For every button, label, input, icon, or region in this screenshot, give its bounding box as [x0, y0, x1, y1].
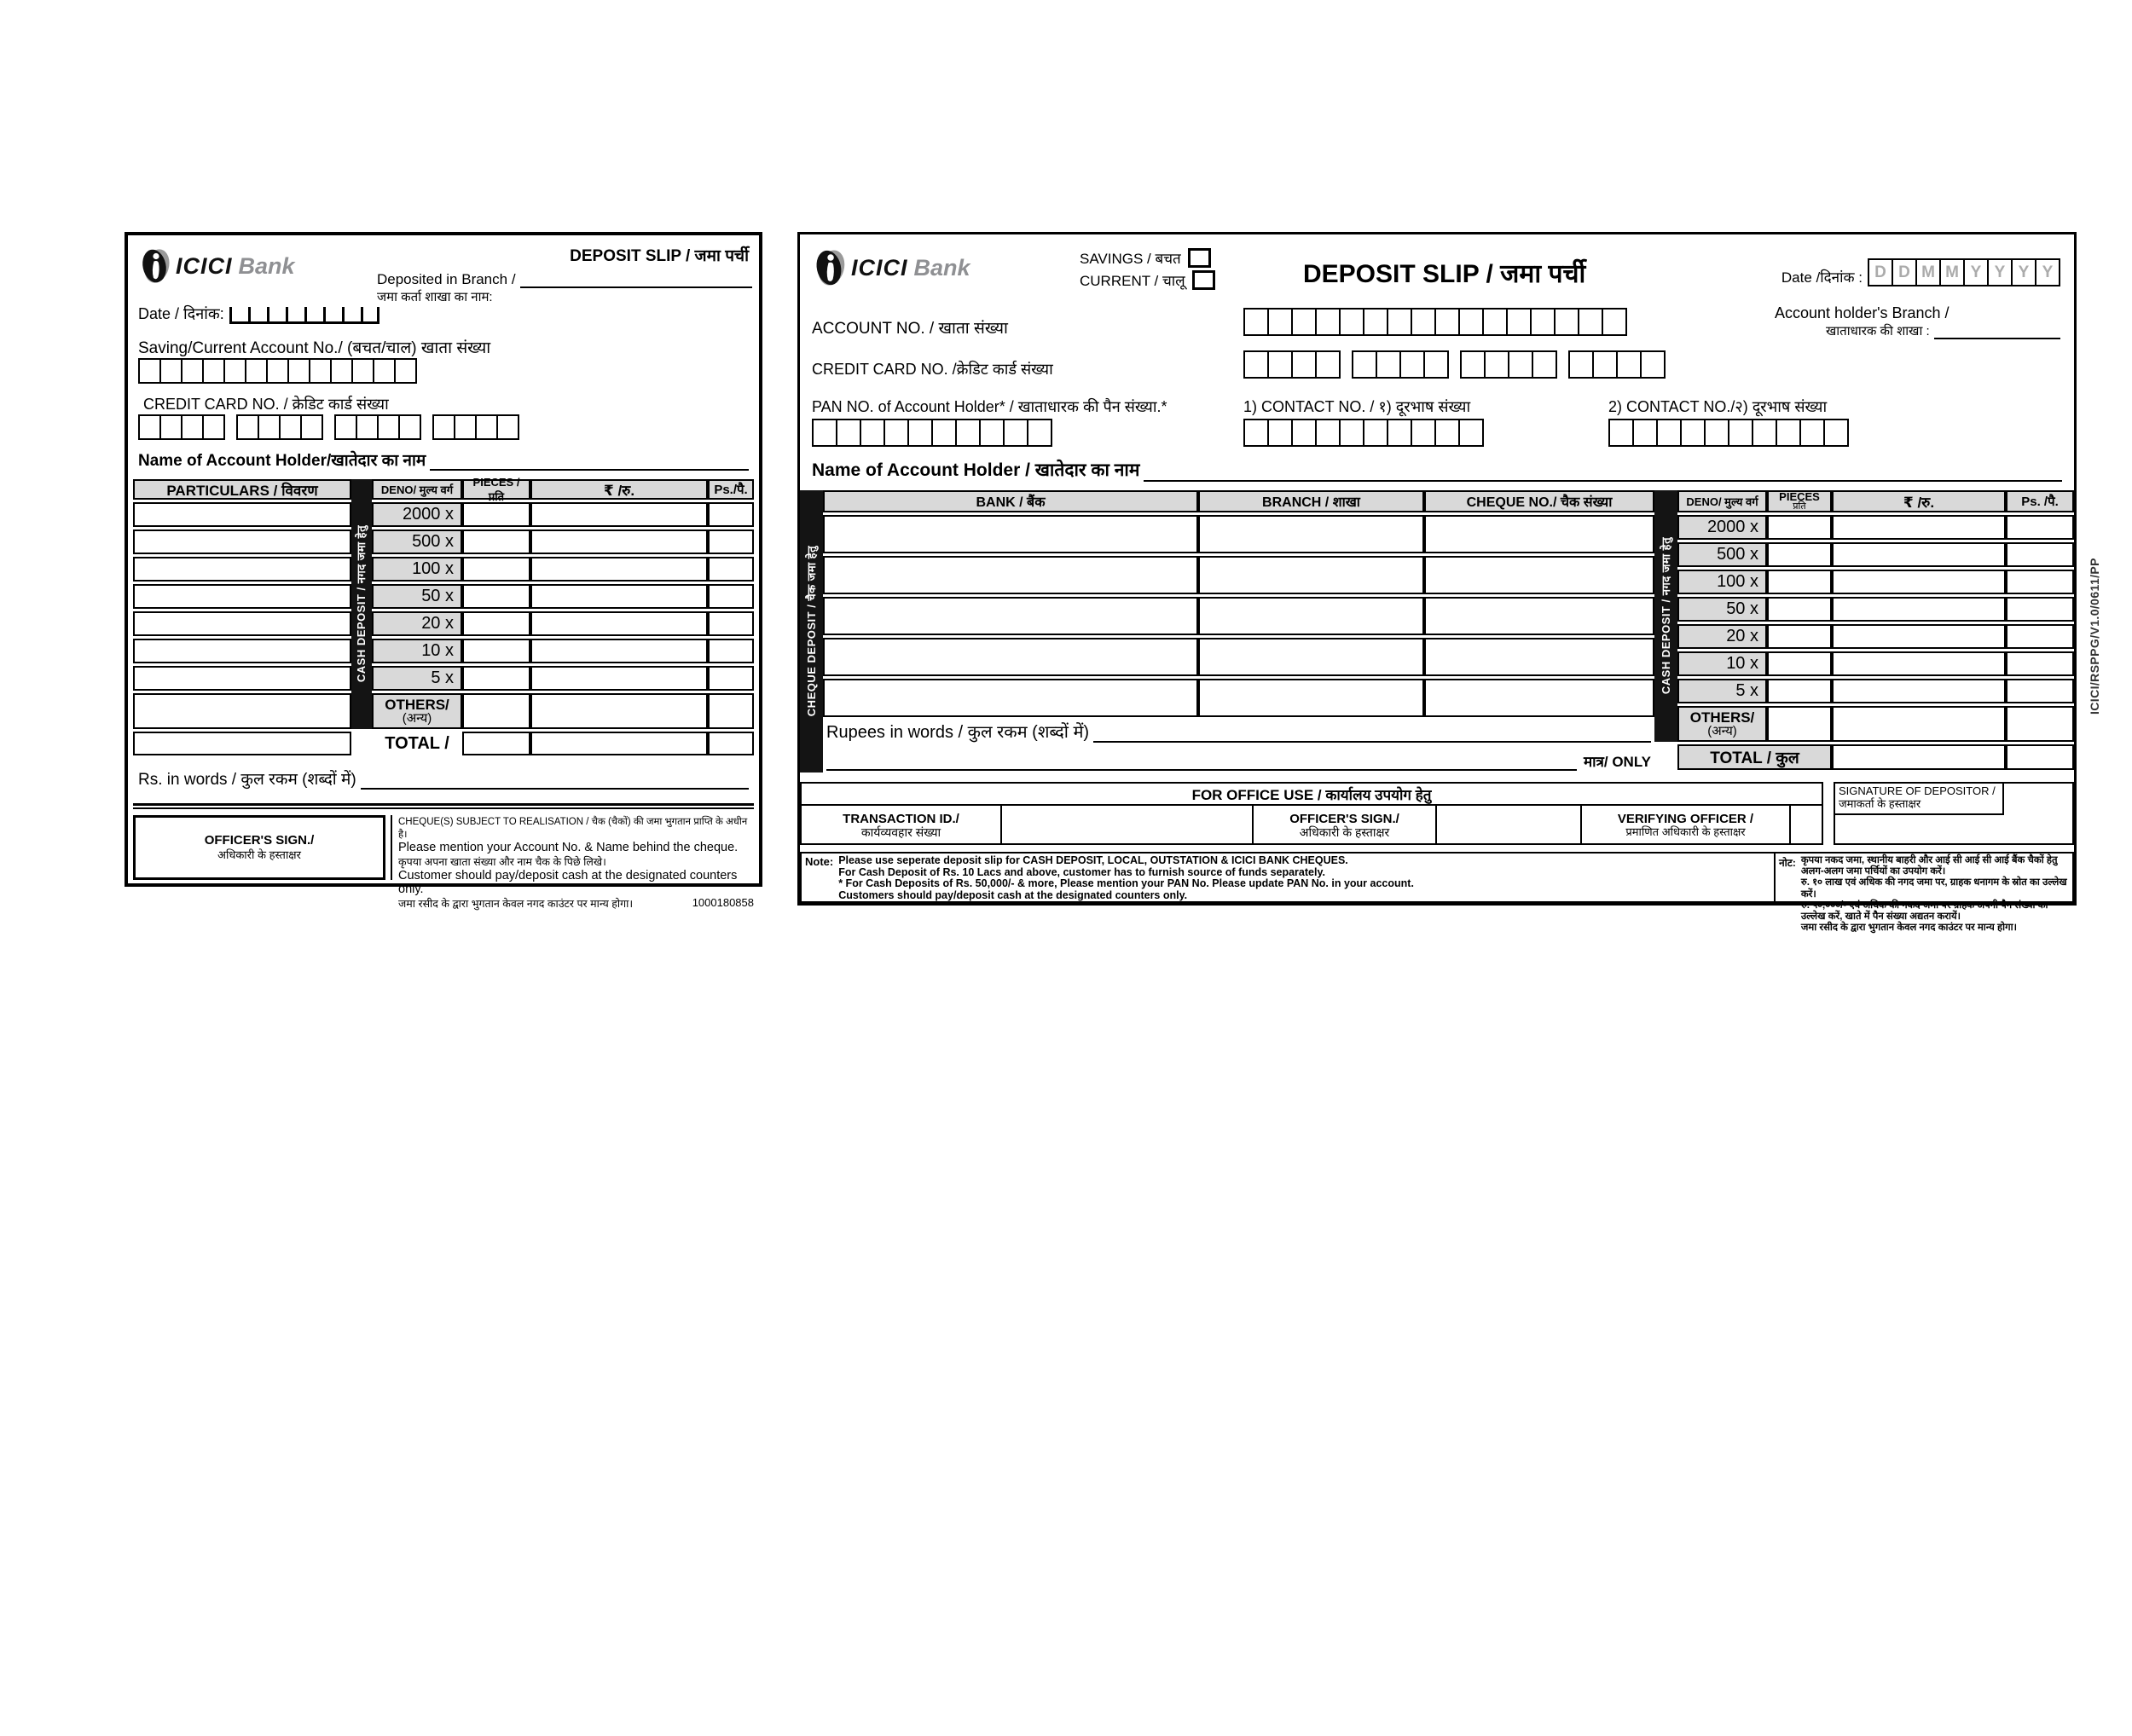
rs-in-words-field: [138, 767, 749, 790]
pieces-cell[interactable]: [1767, 597, 1832, 622]
rupees-cell[interactable]: [1832, 706, 2006, 742]
cheque-no-cell[interactable]: [1424, 597, 1654, 635]
contact2-boxes[interactable]: [1608, 419, 1849, 447]
contact1-label: 1) CONTACT NO. / १) दूरभाष संख्या: [1243, 398, 1471, 415]
date-label: Date /दिनांक :: [1781, 269, 1863, 286]
paise-cell[interactable]: [2006, 706, 2074, 742]
pan-boxes[interactable]: [812, 419, 1052, 447]
credit-card-label: CREDIT CARD NO. / क्रेडिट कार्ड संख्या: [143, 396, 389, 413]
pieces-header-en: PIECES: [1779, 490, 1820, 503]
note-line: रु. ५०,०००/- एवं अधिक की नकद जमा पर ग्राहक अपनी पैन संख्या का उल्लेख करें, खाते में पैन संख्या अद्यतन करायें।: [1800, 900, 2048, 923]
paise-cell[interactable]: [708, 529, 754, 554]
verifying-officer-label: [1582, 806, 1791, 845]
verifying-officer-en: VERIFYING OFFICER /: [1617, 812, 1754, 827]
pieces-cell[interactable]: [1767, 570, 1832, 594]
account-branch-writein[interactable]: [1934, 338, 2060, 339]
denomination-cell: 50 x: [372, 584, 462, 609]
credit-card-box-group[interactable]: [1460, 350, 1557, 379]
account-holder-field: [812, 458, 2062, 482]
note-line: Please mention your Account No. & Name behind the cheque.: [398, 841, 739, 854]
rs-in-words-writein[interactable]: [361, 788, 749, 790]
logo-text-icici: ICICI: [176, 252, 233, 279]
account-number-boxes[interactable]: [138, 358, 417, 384]
rupees-cell[interactable]: [530, 732, 708, 755]
paise-cell[interactable]: [708, 502, 754, 527]
date-comb-boxes[interactable]: [229, 307, 379, 324]
only-label: मात्र/ ONLY: [1583, 754, 1651, 770]
transaction-id-label: [802, 806, 1002, 845]
credit-card-boxes[interactable]: [1243, 350, 1666, 379]
account-number-boxes[interactable]: [1243, 308, 1627, 336]
pieces-header-hindi: प्रति: [1793, 501, 1806, 512]
others-label-hindi: (अन्य): [1707, 724, 1737, 738]
rupees-cell[interactable]: [1832, 624, 2006, 649]
date-boxes[interactable]: D D M M Y Y Y Y: [1868, 258, 2060, 286]
cheque-no-cell[interactable]: [1424, 515, 1654, 553]
note-line: जमा रसीद के द्वारा भुगतान केवल नगद काउंटर पर मान्य होगा।: [398, 898, 634, 910]
cheque-deposit-vertical-bar: [800, 490, 823, 773]
bank-header: BANK / बैंक: [823, 490, 1198, 512]
credit-card-box-group[interactable]: [236, 414, 323, 440]
particulars-row[interactable]: [133, 502, 351, 527]
rupees-cell[interactable]: [1832, 542, 2006, 567]
office-use-header: FOR OFFICE USE / कार्यालय उपयोग हेतु: [802, 784, 1822, 806]
branch-cell[interactable]: [1198, 515, 1424, 553]
particulars-row[interactable]: [133, 666, 351, 691]
paise-cell[interactable]: [2006, 542, 2074, 567]
rupees-in-words-field: [823, 720, 1654, 773]
pieces-cell[interactable]: [1767, 542, 1832, 567]
note-prefix: Note:: [805, 855, 834, 868]
rupees-cell[interactable]: [530, 611, 708, 636]
others-label-hindi: (अन्य): [402, 711, 432, 726]
cash-deposit-vertical-bar: [351, 479, 372, 729]
account-branch-label-hindi: खाताधारक की शाखा :: [1826, 324, 1930, 339]
verifying-officer-hindi: प्रमाणित अधिकारी के हस्ताक्षर: [1625, 825, 1746, 839]
credit-card-box-group[interactable]: [334, 414, 421, 440]
pieces-cell[interactable]: [462, 584, 530, 609]
bank-cell[interactable]: [823, 515, 1198, 553]
cash-deposit-vertical-bar: [1654, 490, 1677, 742]
branch-cell[interactable]: [1198, 597, 1424, 635]
deposited-branch-label-hindi: जमा कर्ता शाखा का नाम:: [377, 290, 493, 304]
paise-cell[interactable]: [2006, 651, 2074, 676]
credit-card-boxes[interactable]: [138, 414, 519, 440]
contact2-label: 2) CONTACT NO./२) दूरभाष संख्या: [1608, 398, 1828, 415]
deposited-branch-label: Deposited in Branch /: [377, 271, 516, 287]
particulars-header: PARTICULARS / विवरण: [133, 479, 351, 500]
denomination-cell: 20 x: [372, 611, 462, 636]
rupees-cell[interactable]: [1832, 597, 2006, 622]
account-holder-label: Name of Account Holder/खातेदार का नाम: [138, 452, 426, 470]
signature-label-hindi: जमाकर्ता के हस्ताक्षर: [1839, 796, 1921, 810]
denomination-grid: [1677, 490, 2074, 770]
verifying-officer-writein[interactable]: [1791, 806, 1822, 845]
transaction-id-hindi: कार्यव्यवहार संख्या: [860, 825, 941, 839]
paise-cell[interactable]: [2006, 597, 2074, 622]
note-line: रु. १० लाख एवं अधिक की नगद जमा पर, ग्राहक धनागम के स्रोत का उल्लेख करें।: [1800, 877, 2067, 900]
bank-cell[interactable]: [823, 679, 1198, 717]
rupees-header: ₹ /रु.: [530, 479, 708, 500]
account-holder-label: Name of Account Holder / खातेदार का नाम: [812, 460, 1140, 480]
icici-logo-icon: [138, 247, 172, 285]
particulars-column: [133, 479, 351, 755]
particulars-row[interactable]: [133, 611, 351, 636]
icici-logo-icon: [812, 248, 848, 287]
paise-cell[interactable]: [2006, 679, 2074, 703]
denomination-cell: 2000 x: [372, 502, 462, 527]
cash-deposit-bar-label: CASH DEPOSIT / नगद जमा हेतु: [355, 525, 368, 683]
credit-card-box-group[interactable]: [138, 414, 225, 440]
others-label: OTHERS/: [1689, 709, 1755, 726]
denomination-cell: 50 x: [1677, 597, 1767, 622]
particulars-row[interactable]: [133, 639, 351, 663]
particulars-row[interactable]: [133, 584, 351, 609]
date-label: Date / दिनांक:: [138, 305, 224, 322]
date-field: [138, 304, 379, 324]
cheque-no-cell[interactable]: [1424, 638, 1654, 676]
denomination-cell: 100 x: [372, 557, 462, 582]
account-holder-writein[interactable]: [1144, 480, 2062, 482]
note-line: कृपया अपना खाता संख्या और नाम चैक के पिछे लिखे।: [398, 856, 606, 868]
rupees-cell[interactable]: [530, 557, 708, 582]
section-divider: [133, 803, 754, 809]
current-label: CURRENT / चालू: [1080, 273, 1185, 289]
others-cell: [1677, 706, 1767, 742]
cheque-grid: [823, 490, 1654, 773]
credit-card-box-group[interactable]: [1568, 350, 1666, 379]
rupees-cell[interactable]: [530, 666, 708, 691]
particulars-row[interactable]: [133, 529, 351, 554]
officer-sign-box: [133, 815, 385, 880]
rupees-cell[interactable]: [530, 584, 708, 609]
credit-card-label: CREDIT CARD NO. /क्रेडिट कार्ड संख्या: [812, 361, 1053, 378]
rs-in-words-label: Rs. in words / कुल रकम (शब्दों में): [138, 771, 356, 789]
credit-card-box-group[interactable]: [432, 414, 519, 440]
rupees-cell[interactable]: [1832, 570, 2006, 594]
account-number-label: Saving/Current Account No./ (बचत/चाल) खाता संख्या: [138, 339, 491, 357]
bank-cell[interactable]: [823, 597, 1198, 635]
branch-cell[interactable]: [1198, 638, 1424, 676]
pieces-cell[interactable]: [1767, 624, 1832, 649]
account-branch-label: Account holder's Branch /: [1775, 304, 1950, 321]
paise-cell[interactable]: [708, 732, 754, 755]
contact1-boxes[interactable]: [1243, 419, 1484, 447]
note-english: [802, 854, 1774, 901]
paise-header: Ps./पै.: [708, 479, 754, 500]
account-type-selector: [1080, 248, 1215, 290]
cheque-deposit-bar-label: CHEQUE DEPOSIT / चैक जमा हेतु: [804, 546, 818, 717]
account-holder-writein[interactable]: [430, 469, 749, 471]
signature-label-en: SIGNATURE OF DEPOSITOR /: [1839, 784, 1996, 797]
logo-text-icici: ICICI: [851, 254, 908, 281]
paise-cell[interactable]: [2006, 624, 2074, 649]
bank-cell[interactable]: [823, 638, 1198, 676]
pieces-cell[interactable]: [462, 529, 530, 554]
deposit-slip-counterfoil: [125, 232, 762, 910]
rupees-cell[interactable]: [530, 529, 708, 554]
note-line: कृपया नकद जमा, स्थानीय बाहरी और आई सी आई सी आई बैंक चैकों हेतु अलग-अलग जमा पर्चियों का उपयोग करें।: [1800, 855, 2058, 877]
savings-checkbox[interactable]: [1188, 248, 1211, 268]
transaction-id-writein[interactable]: [1002, 806, 1254, 845]
form-version-code: ICICI/RSPPG/V1.0/0611/PP: [2088, 558, 2101, 715]
pieces-cell[interactable]: [462, 557, 530, 582]
slip-title: DEPOSIT SLIP / जमा पर्ची: [570, 247, 749, 265]
deposit-slip-main: [797, 232, 2077, 934]
cheque-no-header: CHEQUE NO./ चैक संख्या: [1424, 490, 1654, 512]
rupees-cell[interactable]: [530, 639, 708, 663]
denomination-cell: 5 x: [372, 666, 462, 691]
credit-card-box-group[interactable]: [1243, 350, 1341, 379]
paise-cell[interactable]: [708, 584, 754, 609]
deno-header: DENO/ मुल्य वर्ग: [1677, 490, 1767, 512]
denomination-cell: 10 x: [372, 639, 462, 663]
denomination-cell: 20 x: [1677, 624, 1767, 649]
denomination-cell: 100 x: [1677, 570, 1767, 594]
note-line: CHEQUE(S) SUBJECT TO REALISATION / चैक (चैकों) की जमा भुगतान प्राप्ति के अधीन है।: [398, 817, 748, 840]
date-field: [1781, 258, 2060, 286]
paise-cell[interactable]: [708, 666, 754, 691]
branch-cell[interactable]: [1198, 556, 1424, 594]
cheque-no-cell[interactable]: [1424, 679, 1654, 717]
pieces-header: PIECES / प्रति: [462, 479, 530, 500]
denomination-grid: [372, 475, 754, 755]
rupees-in-words-writein[interactable]: [1093, 741, 1651, 743]
rupees-cell[interactable]: [1832, 651, 2006, 676]
form-number: 1000180858: [692, 896, 754, 909]
rupees-cell[interactable]: [530, 693, 708, 729]
pieces-cell[interactable]: [462, 732, 530, 755]
denomination-cell: 10 x: [1677, 651, 1767, 676]
savings-label: SAVINGS / बचत: [1080, 251, 1181, 267]
left-slip-footer: [133, 815, 754, 910]
denomination-cell: 2000 x: [1677, 515, 1767, 540]
bank-cell[interactable]: [823, 556, 1198, 594]
note-line: Customer should pay/deposit cash at the designated counters only.: [398, 869, 738, 896]
particulars-row[interactable]: [133, 732, 351, 755]
rupees-cell[interactable]: [1832, 679, 2006, 703]
particulars-row[interactable]: [133, 557, 351, 582]
officer-sign-label: OFFICER'S SIGN./: [204, 833, 315, 848]
deposited-branch-writein[interactable]: [520, 286, 752, 288]
paise-cell[interactable]: [708, 639, 754, 663]
icici-bank-logo: [812, 248, 970, 287]
branch-cell[interactable]: [1198, 679, 1424, 717]
pieces-cell[interactable]: [462, 502, 530, 527]
note-line: * For Cash Deposits of Rs. 50,000/- & more, Please mention your PAN No. Please update PAN No. in your account.: [838, 877, 1414, 889]
total-label: TOTAL / कुल: [1677, 744, 1832, 770]
paise-header: Ps. /पै.: [2006, 490, 2074, 512]
denomination-cell: 5 x: [1677, 679, 1767, 703]
deposited-branch-field: [377, 271, 752, 305]
others-cell: [372, 693, 462, 729]
note-line: Customers should pay/deposit cash at the designated counters only.: [838, 888, 1188, 901]
note-hindi: [1774, 854, 2072, 934]
pieces-cell[interactable]: [1767, 651, 1832, 676]
officer-sign-label: [1254, 806, 1437, 845]
account-holder-field: [138, 448, 749, 471]
deno-header: DENO/ मुल्य वर्ग: [372, 479, 462, 500]
note-prefix-hindi: नोट:: [1779, 857, 1796, 869]
signature-of-depositor-box[interactable]: [1834, 782, 2074, 845]
pieces-cell[interactable]: [462, 611, 530, 636]
officer-sign-label-hindi: अधिकारी के हस्ताक्षर: [217, 848, 301, 862]
rupees-cell[interactable]: [1832, 515, 2006, 540]
cash-deposit-bar-label: CASH DEPOSIT / नगद जमा हेतु: [1659, 537, 1672, 695]
particulars-row[interactable]: [133, 693, 351, 729]
account-number-label: ACCOUNT NO. / खाता संख्या: [812, 320, 1008, 338]
pieces-cell[interactable]: [462, 666, 530, 691]
branch-header: BRANCH / शाखा: [1198, 490, 1424, 512]
pieces-cell[interactable]: [1767, 515, 1832, 540]
denomination-cell: 500 x: [1677, 542, 1767, 567]
logo-text-bank: Bank: [238, 252, 295, 279]
rupees-cell[interactable]: [530, 502, 708, 527]
current-checkbox[interactable]: [1192, 270, 1215, 290]
account-branch-field: [1775, 304, 2060, 339]
rupees-header: ₹ /रु.: [1832, 490, 2006, 512]
logo-text-bank: Bank: [913, 254, 970, 281]
paise-cell[interactable]: [2006, 570, 2074, 594]
pieces-cell[interactable]: [462, 639, 530, 663]
rupees-cell[interactable]: [1832, 744, 2006, 770]
pieces-cell[interactable]: [1767, 679, 1832, 703]
for-office-use-section: [800, 782, 1823, 845]
others-label: OTHERS/: [385, 697, 449, 713]
pan-label: PAN NO. of Account Holder* / खाताधारक की पैन संख्या.*: [812, 398, 1167, 415]
paise-cell[interactable]: [708, 611, 754, 636]
paise-cell[interactable]: [2006, 744, 2074, 770]
notes-section: [800, 852, 2074, 934]
note-line: For Cash Deposit of Rs. 10 Lacs and above, customer has to furnish source of funds separately.: [838, 865, 1325, 878]
paise-cell[interactable]: [708, 557, 754, 582]
realisation-notes: [391, 815, 754, 910]
rupees-in-words-label: Rupees in words / कुल रकम (शब्दों में): [826, 723, 1090, 742]
cheque-no-cell[interactable]: [1424, 556, 1654, 594]
note-line: जमा रसीद के द्वारा भुगतान केवल नगद काउंटर पर मान्य होगा।: [1800, 923, 2017, 934]
pieces-header: [1767, 490, 1832, 512]
paise-cell[interactable]: [708, 693, 754, 729]
paise-cell[interactable]: [2006, 515, 2074, 540]
deposit-table: [800, 490, 2074, 773]
officer-sign-writein[interactable]: [1437, 806, 1582, 845]
rupees-in-words-writein2[interactable]: [826, 769, 1577, 771]
slip-title: DEPOSIT SLIP / जमा पर्ची: [1303, 260, 1586, 288]
officer-sign-en: OFFICER'S SIGN./: [1289, 811, 1399, 826]
signature-of-depositor-label: [1835, 784, 2004, 815]
transaction-id-en: TRANSACTION ID./: [843, 811, 959, 826]
officer-sign-hindi: अधिकारी के हस्ताक्षर: [1299, 825, 1390, 839]
particulars-table: [133, 475, 754, 755]
credit-card-box-group[interactable]: [1352, 350, 1449, 379]
icici-bank-logo: [138, 247, 295, 285]
note-line: Please use seperate deposit slip for CASH DEPOSIT, LOCAL, OUTSTATION & ICICI BANK CHEQUES.: [838, 854, 1348, 866]
denomination-cell: 500 x: [372, 529, 462, 554]
pieces-cell[interactable]: [1767, 706, 1832, 742]
pieces-cell[interactable]: [462, 693, 530, 729]
total-label: TOTAL /: [385, 733, 449, 753]
